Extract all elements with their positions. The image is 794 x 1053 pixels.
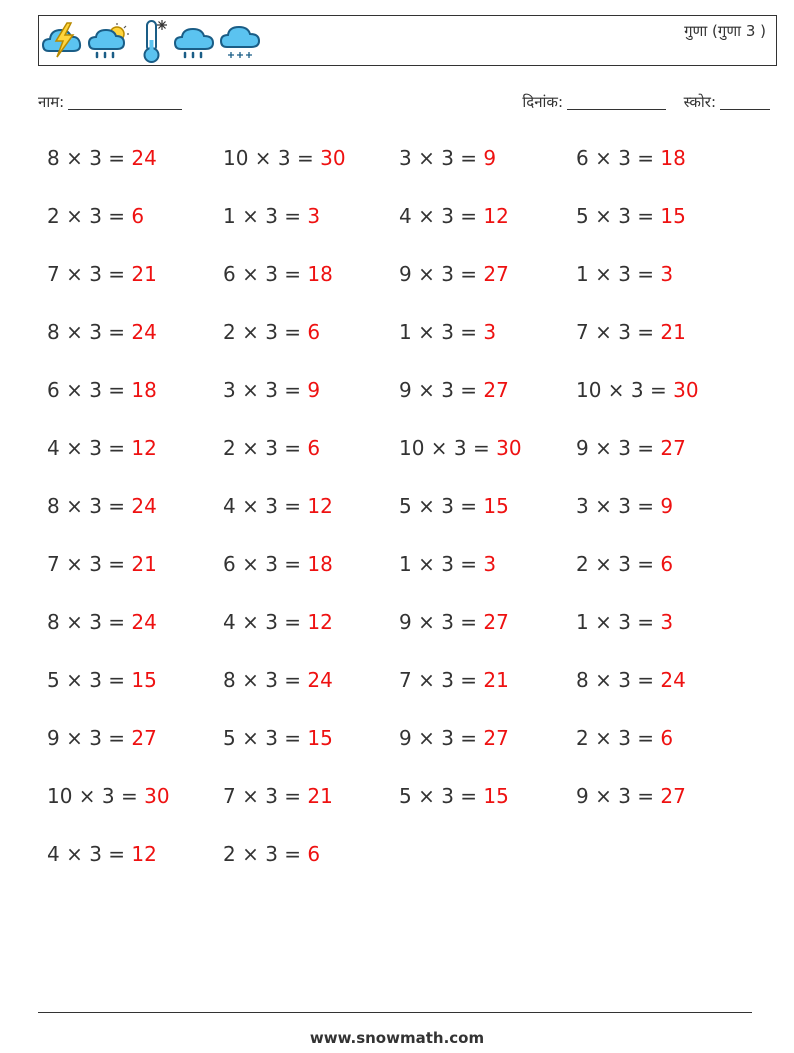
problem-answer: 30 xyxy=(496,436,522,460)
problem-question: 4 × 3 = xyxy=(223,610,308,634)
problem-answer: 27 xyxy=(483,726,509,750)
problem-cell xyxy=(576,146,686,170)
name-blank[interactable] xyxy=(68,93,182,110)
problem-question: 5 × 3 = xyxy=(399,494,484,518)
problem-cell xyxy=(576,552,673,576)
problem-question: 7 × 3 = xyxy=(47,552,132,576)
thunderstorm-icon xyxy=(41,21,87,61)
problem-answer: 27 xyxy=(483,610,509,634)
problem-cell xyxy=(399,320,496,344)
problem-question: 1 × 3 = xyxy=(576,610,661,634)
problem-answer: 21 xyxy=(131,552,157,576)
problem-cell xyxy=(576,320,686,344)
problem-cell xyxy=(223,552,333,576)
problem-answer: 24 xyxy=(131,146,157,170)
problem-answer: 9 xyxy=(483,146,497,170)
problem-question: 5 × 3 = xyxy=(47,668,132,692)
problem-row xyxy=(47,668,767,726)
problem-grid xyxy=(47,146,767,900)
problem-question: 6 × 3 = xyxy=(47,378,132,402)
problem-cell xyxy=(223,378,320,402)
worksheet-title: गुणा (गुणा 3 ) xyxy=(684,22,766,40)
problem-cell xyxy=(399,726,509,750)
problem-cell xyxy=(47,668,157,692)
problem-answer: 24 xyxy=(131,494,157,518)
problem-answer: 12 xyxy=(131,436,157,460)
problem-answer: 6 xyxy=(307,320,321,344)
problem-cell xyxy=(47,610,157,634)
problem-question: 9 × 3 = xyxy=(399,610,484,634)
problem-answer: 15 xyxy=(131,668,157,692)
problem-answer: 15 xyxy=(307,726,333,750)
problem-question: 2 × 3 = xyxy=(576,552,661,576)
date-label: दिनांक: xyxy=(522,93,563,111)
problem-cell xyxy=(576,610,673,634)
problem-answer: 6 xyxy=(660,726,674,750)
problem-cell xyxy=(47,262,157,286)
problem-row xyxy=(47,552,767,610)
problem-question: 10 × 3 = xyxy=(399,436,497,460)
problem-row xyxy=(47,320,767,378)
problem-answer: 18 xyxy=(307,552,333,576)
problem-cell xyxy=(223,784,333,808)
score-blank[interactable] xyxy=(720,93,770,110)
problem-cell xyxy=(223,262,333,286)
problem-question: 7 × 3 = xyxy=(47,262,132,286)
problem-answer: 15 xyxy=(660,204,686,228)
problem-row xyxy=(47,784,767,842)
problem-cell xyxy=(47,436,157,460)
problem-answer: 24 xyxy=(307,668,333,692)
problem-cell xyxy=(223,842,320,866)
problem-answer: 12 xyxy=(483,204,509,228)
problem-question: 8 × 3 = xyxy=(576,668,661,692)
problem-question: 2 × 3 = xyxy=(576,726,661,750)
problem-question: 9 × 3 = xyxy=(399,378,484,402)
thermometer-icon xyxy=(133,18,173,64)
problem-question: 3 × 3 = xyxy=(399,146,484,170)
problem-cell xyxy=(223,146,346,170)
problem-question: 9 × 3 = xyxy=(47,726,132,750)
problem-answer: 15 xyxy=(483,494,509,518)
problem-answer: 27 xyxy=(660,436,686,460)
problem-cell xyxy=(223,436,320,460)
problem-answer: 24 xyxy=(660,668,686,692)
date-score-fields xyxy=(522,92,770,112)
problem-question: 6 × 3 = xyxy=(576,146,661,170)
score-label: स्कोर: xyxy=(683,93,716,111)
problem-cell xyxy=(576,494,673,518)
problem-row xyxy=(47,436,767,494)
footer-website: www.snowmath.com xyxy=(309,1029,485,1047)
problem-answer: 27 xyxy=(131,726,157,750)
problem-cell xyxy=(47,320,157,344)
problem-answer: 21 xyxy=(131,262,157,286)
problem-answer: 12 xyxy=(307,494,333,518)
problem-row xyxy=(47,204,767,262)
snow-cloud-icon xyxy=(219,21,265,61)
problem-question: 8 × 3 = xyxy=(47,146,132,170)
problem-answer: 15 xyxy=(483,784,509,808)
problem-cell xyxy=(576,436,686,460)
problem-answer: 3 xyxy=(660,262,674,286)
problem-question: 9 × 3 = xyxy=(399,262,484,286)
problem-question: 2 × 3 = xyxy=(223,436,308,460)
problem-cell xyxy=(223,320,320,344)
problem-question: 9 × 3 = xyxy=(576,436,661,460)
problem-cell xyxy=(47,784,170,808)
problem-cell xyxy=(223,204,320,228)
problem-question: 9 × 3 = xyxy=(399,726,484,750)
name-field xyxy=(38,92,182,112)
problem-question: 4 × 3 = xyxy=(223,494,308,518)
problem-question: 4 × 3 = xyxy=(47,842,132,866)
problem-cell xyxy=(399,204,509,228)
problem-cell xyxy=(223,668,333,692)
problem-cell xyxy=(47,204,144,228)
problem-answer: 21 xyxy=(307,784,333,808)
problem-answer: 21 xyxy=(483,668,509,692)
problem-cell xyxy=(223,494,333,518)
problem-cell xyxy=(399,494,509,518)
problem-answer: 30 xyxy=(144,784,170,808)
problem-answer: 24 xyxy=(131,610,157,634)
problem-question: 3 × 3 = xyxy=(576,494,661,518)
problem-question: 4 × 3 = xyxy=(399,204,484,228)
rain-cloud-icon xyxy=(173,21,219,61)
problem-cell xyxy=(223,610,333,634)
footer-divider xyxy=(38,1012,752,1013)
problem-question: 8 × 3 = xyxy=(223,668,308,692)
problem-cell xyxy=(399,668,509,692)
problem-question: 5 × 3 = xyxy=(399,784,484,808)
problem-answer: 3 xyxy=(483,552,497,576)
problem-question: 5 × 3 = xyxy=(576,204,661,228)
problem-question: 8 × 3 = xyxy=(47,494,132,518)
problem-row xyxy=(47,262,767,320)
problem-answer: 3 xyxy=(660,610,674,634)
problem-answer: 9 xyxy=(307,378,321,402)
problem-question: 10 × 3 = xyxy=(47,784,145,808)
problem-answer: 18 xyxy=(131,378,157,402)
problem-cell xyxy=(399,262,509,286)
problem-cell xyxy=(576,668,686,692)
problem-cell xyxy=(47,146,157,170)
problem-cell xyxy=(399,552,496,576)
problem-cell xyxy=(47,494,157,518)
date-blank[interactable] xyxy=(567,93,666,110)
problem-question: 1 × 3 = xyxy=(399,320,484,344)
problem-cell xyxy=(399,436,522,460)
problem-answer: 30 xyxy=(673,378,699,402)
problem-answer: 24 xyxy=(131,320,157,344)
problem-question: 7 × 3 = xyxy=(399,668,484,692)
problem-answer: 3 xyxy=(307,204,321,228)
problem-cell xyxy=(576,726,673,750)
problem-cell xyxy=(399,378,509,402)
problem-question: 2 × 3 = xyxy=(223,320,308,344)
problem-answer: 6 xyxy=(307,436,321,460)
problem-answer: 6 xyxy=(131,204,145,228)
problem-cell xyxy=(576,204,686,228)
problem-question: 1 × 3 = xyxy=(399,552,484,576)
problem-cell xyxy=(223,726,333,750)
problem-question: 10 × 3 = xyxy=(223,146,321,170)
problem-question: 7 × 3 = xyxy=(576,320,661,344)
problem-question: 2 × 3 = xyxy=(223,842,308,866)
problem-question: 10 × 3 = xyxy=(576,378,674,402)
problem-question: 1 × 3 = xyxy=(223,204,308,228)
problem-cell xyxy=(576,378,699,402)
problem-cell xyxy=(47,726,157,750)
problem-question: 6 × 3 = xyxy=(223,552,308,576)
problem-answer: 6 xyxy=(307,842,321,866)
problem-question: 4 × 3 = xyxy=(47,436,132,460)
problem-answer: 6 xyxy=(660,552,674,576)
problem-answer: 12 xyxy=(307,610,333,634)
sun-rain-cloud-icon xyxy=(87,21,133,61)
problem-question: 2 × 3 = xyxy=(47,204,132,228)
problem-question: 8 × 3 = xyxy=(47,610,132,634)
problem-answer: 12 xyxy=(131,842,157,866)
problem-cell xyxy=(47,378,157,402)
problem-row xyxy=(47,494,767,552)
problem-question: 8 × 3 = xyxy=(47,320,132,344)
name-label: नाम: xyxy=(38,93,65,111)
problem-answer: 27 xyxy=(483,378,509,402)
weather-icons xyxy=(41,18,265,64)
problem-answer: 30 xyxy=(320,146,346,170)
problem-cell xyxy=(399,146,496,170)
problem-answer: 27 xyxy=(483,262,509,286)
problem-cell xyxy=(399,610,509,634)
problem-answer: 18 xyxy=(660,146,686,170)
problem-question: 3 × 3 = xyxy=(223,378,308,402)
problem-row xyxy=(47,146,767,204)
problem-cell xyxy=(399,784,509,808)
problem-question: 9 × 3 = xyxy=(576,784,661,808)
problem-cell xyxy=(576,262,673,286)
problem-row xyxy=(47,378,767,436)
problem-cell xyxy=(576,784,686,808)
problem-question: 7 × 3 = xyxy=(223,784,308,808)
problem-answer: 21 xyxy=(660,320,686,344)
problem-question: 6 × 3 = xyxy=(223,262,308,286)
problem-answer: 3 xyxy=(483,320,497,344)
problem-cell xyxy=(47,552,157,576)
problem-cell xyxy=(47,842,157,866)
problem-row xyxy=(47,842,767,900)
problem-row xyxy=(47,610,767,668)
problem-question: 1 × 3 = xyxy=(576,262,661,286)
problem-answer: 18 xyxy=(307,262,333,286)
header-box xyxy=(38,15,777,66)
problem-row xyxy=(47,726,767,784)
problem-question: 5 × 3 = xyxy=(223,726,308,750)
problem-answer: 27 xyxy=(660,784,686,808)
problem-answer: 9 xyxy=(660,494,674,518)
